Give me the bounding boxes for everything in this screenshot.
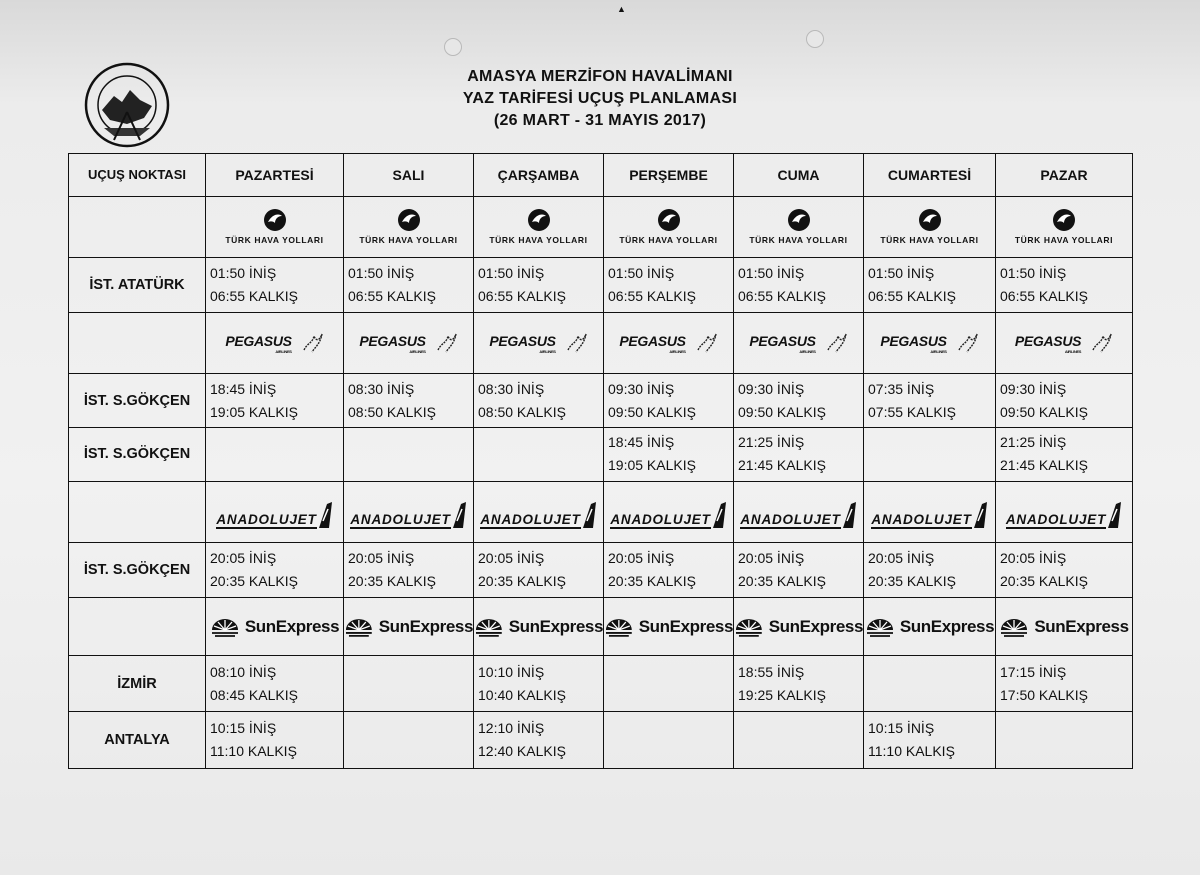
destination-label: İZMİR — [69, 656, 206, 712]
flight-schedule-table — [68, 153, 1133, 769]
tail-fin-icon — [581, 501, 597, 529]
flight-time-cell: 08:30 İNİŞ 08:50 KALKIŞ — [474, 374, 604, 428]
flight-time-cell: 20:05 İNİŞ 20:35 KALKIŞ — [996, 542, 1133, 598]
pegasus-wing-icon — [1089, 332, 1113, 354]
pegasus-logo: PEGASUS AIRLINES — [996, 332, 1132, 354]
table-row — [69, 542, 1133, 598]
pegasus-logo: PEGASUS AIRLINES — [474, 332, 603, 354]
pegasus-logo: PEGASUS AIRLINES — [604, 332, 733, 354]
anadolujet-logo: ANADOLUJET — [734, 495, 863, 529]
thy-logo — [344, 208, 473, 245]
corner-header: UÇUŞ NOKTASI — [69, 154, 206, 197]
sun-icon — [604, 616, 634, 638]
thy-logo-text: TÜRK HAVA YOLLARI — [359, 235, 458, 246]
title-line-3: (26 MART - 31 MAYIS 2017) — [493, 112, 707, 129]
thy-bird-icon — [657, 208, 681, 232]
anadolujet-logo: ANADOLUJET — [604, 495, 733, 529]
title-line-2: YAZ TARİFESİ UÇUŞ PLANLAMASI — [462, 90, 738, 107]
sunexpress-logo: SunExpress — [206, 616, 343, 638]
document-title — [380, 66, 820, 132]
flight-time-cell: 09:30 İNİŞ 09:50 KALKIŞ — [996, 374, 1133, 428]
flight-time-cell — [864, 656, 996, 712]
sunexpress-logo: SunExpress — [864, 616, 995, 638]
table-row — [69, 374, 1133, 428]
thy-logo-text: TÜRK HAVA YOLLARI — [619, 235, 718, 246]
dhmi-seal-icon — [84, 62, 170, 148]
header-row — [69, 154, 1133, 197]
flight-time-cell — [864, 427, 996, 481]
day-header: ÇARŞAMBA — [474, 154, 604, 197]
flight-time-cell — [474, 427, 604, 481]
anadolujet-logo: ANADOLUJET — [474, 495, 603, 529]
flight-time-cell: 12:10 İNİŞ 12:40 KALKIŞ — [474, 712, 604, 769]
flight-time-cell: 01:50 İNİŞ 06:55 KALKIŞ — [206, 257, 344, 313]
thy-logo-text: TÜRK HAVA YOLLARI — [1014, 235, 1114, 246]
sunexpress-logo: SunExpress — [996, 616, 1132, 638]
flight-time-cell: 21:25 İNİŞ 21:45 KALKIŞ — [734, 427, 864, 481]
pegasus-logo: PEGASUS AIRLINES — [734, 332, 863, 354]
flight-time-cell: 07:35 İNİŞ 07:55 KALKIŞ — [864, 374, 996, 428]
destination-label: İST. ATATÜRK — [69, 257, 206, 313]
flight-time-cell: 18:45 İNİŞ 19:05 KALKIŞ — [206, 374, 344, 428]
sun-icon — [999, 616, 1029, 638]
anadolujet-logo: ANADOLUJET — [996, 495, 1132, 529]
airline-row-thy — [69, 196, 1133, 257]
arrow-mark-icon: ▲ — [617, 4, 626, 14]
pegasus-logo: PEGASUS AIRLINES — [344, 332, 473, 354]
flight-time-cell: 18:55 İNİŞ 19:25 KALKIŞ — [734, 656, 864, 712]
flight-time-cell — [734, 712, 864, 769]
flight-time-cell: 20:05 İNİŞ 20:35 KALKIŞ — [344, 542, 474, 598]
flight-time-cell: 01:50 İNİŞ 06:55 KALKIŞ — [864, 257, 996, 313]
thy-logo — [474, 208, 603, 245]
flight-time-cell: 10:10 İNİŞ 10:40 KALKIŞ — [474, 656, 604, 712]
punch-hole — [444, 38, 462, 56]
flight-time-cell: 01:50 İNİŞ 06:55 KALKIŞ — [474, 257, 604, 313]
sun-icon — [210, 616, 240, 638]
sunexpress-logo: SunExpress — [474, 616, 603, 638]
flight-time-cell: 21:25 İNİŞ 21:45 KALKIŞ — [996, 427, 1133, 481]
flight-time-cell — [604, 712, 734, 769]
sun-icon — [734, 616, 764, 638]
flight-time-cell — [344, 712, 474, 769]
thy-logo-text: TÜRK HAVA YOLLARI — [225, 235, 324, 246]
day-header: SALI — [344, 154, 474, 197]
thy-logo — [996, 208, 1132, 245]
flight-time-cell: 08:10 İNİŞ 08:45 KALKIŞ — [206, 656, 344, 712]
flight-time-cell — [344, 656, 474, 712]
destination-label: İST. S.GÖKÇEN — [69, 427, 206, 481]
sunexpress-logo: SunExpress — [604, 616, 733, 638]
flight-time-cell: 10:15 İNİŞ 11:10 KALKIŞ — [864, 712, 996, 769]
airline-row-sunexpress — [69, 598, 1133, 656]
flight-time-cell: 18:45 İNİŞ 19:05 KALKIŞ — [604, 427, 734, 481]
flight-time-cell: 09:30 İNİŞ 09:50 KALKIŞ — [604, 374, 734, 428]
flight-time-cell: 08:30 İNİŞ 08:50 KALKIŞ — [344, 374, 474, 428]
title-line-1: AMASYA MERZİFON HAVALİMANI — [467, 68, 733, 85]
thy-bird-icon — [787, 208, 811, 232]
day-header: PAZARTESİ — [206, 154, 344, 197]
pegasus-wing-icon — [434, 332, 458, 354]
thy-logo — [604, 208, 733, 245]
pegasus-wing-icon — [564, 332, 588, 354]
punch-hole — [806, 30, 824, 48]
flight-time-cell: 01:50 İNİŞ 06:55 KALKIŞ — [734, 257, 864, 313]
flight-time-cell — [344, 427, 474, 481]
thy-bird-icon — [1052, 208, 1076, 232]
tail-fin-icon — [1106, 501, 1122, 529]
day-header: CUMARTESİ — [864, 154, 996, 197]
flight-time-cell: 17:15 İNİŞ 17:50 KALKIŞ — [996, 656, 1133, 712]
pegasus-wing-icon — [300, 332, 324, 354]
thy-logo-text: TÜRK HAVA YOLLARI — [749, 235, 848, 246]
airline-row-anadolujet — [69, 481, 1133, 542]
tail-fin-icon — [841, 501, 857, 529]
table-row — [69, 257, 1133, 313]
anadolujet-logo: ANADOLUJET — [344, 495, 473, 529]
anadolujet-logo: ANADOLUJET — [864, 495, 995, 529]
flight-time-cell: 20:05 İNİŞ 20:35 KALKIŞ — [604, 542, 734, 598]
pegasus-wing-icon — [824, 332, 848, 354]
thy-logo — [864, 208, 995, 245]
table-row — [69, 427, 1133, 481]
thy-logo-text: TÜRK HAVA YOLLARI — [489, 235, 588, 246]
day-header: CUMA — [734, 154, 864, 197]
anadolujet-logo: ANADOLUJET — [206, 495, 343, 529]
destination-label: İST. S.GÖKÇEN — [69, 542, 206, 598]
sun-icon — [474, 616, 504, 638]
flight-time-cell: 20:05 İNİŞ 20:35 KALKIŞ — [474, 542, 604, 598]
pegasus-wing-icon — [694, 332, 718, 354]
flight-time-cell: 01:50 İNİŞ 06:55 KALKIŞ — [996, 257, 1133, 313]
flight-time-cell: 20:05 İNİŞ 20:35 KALKIŞ — [864, 542, 996, 598]
thy-bird-icon — [263, 208, 287, 232]
tail-fin-icon — [711, 501, 727, 529]
day-header: PAZAR — [996, 154, 1133, 197]
flight-time-cell: 01:50 İNİŞ 06:55 KALKIŞ — [344, 257, 474, 313]
table-row — [69, 656, 1133, 712]
flight-time-cell — [604, 656, 734, 712]
thy-bird-icon — [527, 208, 551, 232]
sun-icon — [865, 616, 895, 638]
sun-icon — [344, 616, 374, 638]
destination-label: İST. S.GÖKÇEN — [69, 374, 206, 428]
tail-fin-icon — [317, 501, 333, 529]
flight-time-cell: 09:30 İNİŞ 09:50 KALKIŞ — [734, 374, 864, 428]
flight-time-cell: 10:15 İNİŞ 11:10 KALKIŞ — [206, 712, 344, 769]
pegasus-logo: PEGASUS AIRLINES — [206, 332, 343, 354]
flight-time-cell: 20:05 İNİŞ 20:35 KALKIŞ — [206, 542, 344, 598]
thy-logo — [734, 208, 863, 245]
table-row — [69, 712, 1133, 769]
sunexpress-logo: SunExpress — [344, 616, 473, 638]
flight-time-cell — [206, 427, 344, 481]
thy-bird-icon — [918, 208, 942, 232]
pegasus-logo: PEGASUS AIRLINES — [864, 332, 995, 354]
airline-row-pegasus — [69, 313, 1133, 374]
flight-time-cell: 01:50 İNİŞ 06:55 KALKIŞ — [604, 257, 734, 313]
tail-fin-icon — [451, 501, 467, 529]
flight-time-cell — [996, 712, 1133, 769]
pegasus-wing-icon — [955, 332, 979, 354]
thy-logo-text: TÜRK HAVA YOLLARI — [880, 235, 979, 246]
tail-fin-icon — [972, 501, 988, 529]
thy-logo — [206, 208, 343, 245]
day-header: PERŞEMBE — [604, 154, 734, 197]
flight-time-cell: 20:05 İNİŞ 20:35 KALKIŞ — [734, 542, 864, 598]
destination-label: ANTALYA — [69, 712, 206, 769]
sunexpress-logo: SunExpress — [734, 616, 863, 638]
thy-bird-icon — [397, 208, 421, 232]
